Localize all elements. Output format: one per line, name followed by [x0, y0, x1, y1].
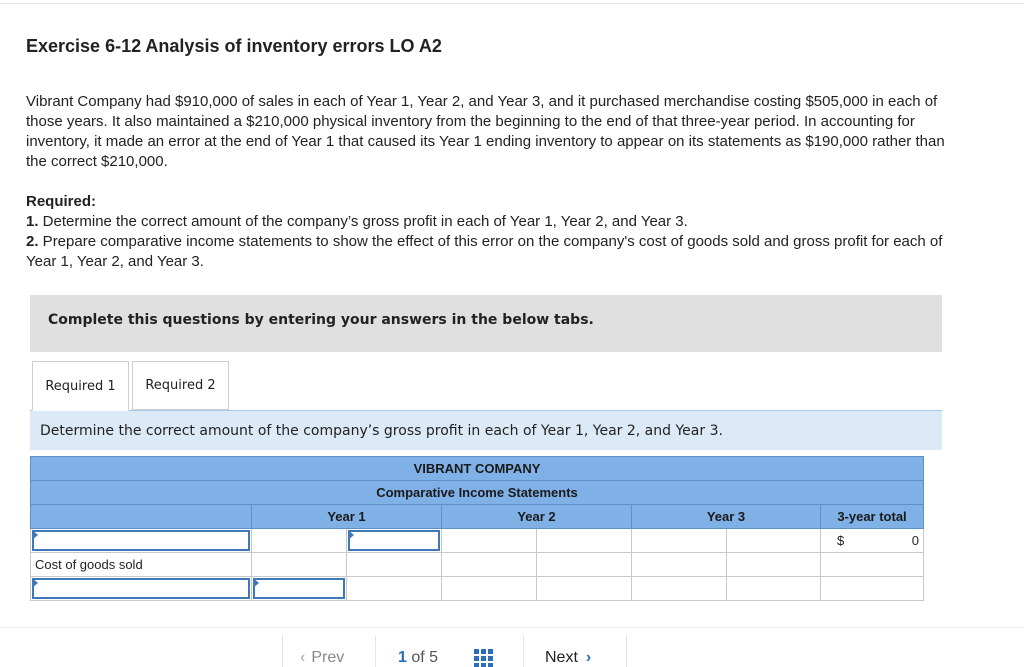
instructions-text: Complete this questions by entering your answers in the below tabs. — [48, 312, 594, 328]
row2-year2-right[interactable] — [537, 553, 632, 577]
next-label: Next — [545, 649, 578, 666]
row3-year3-right[interactable] — [727, 577, 821, 601]
chevron-left-icon: ‹ — [300, 649, 306, 666]
req1-text: Determine the correct amount of the company’s gross profit in each of Year 1, Year 2, and Year 3. — [38, 213, 688, 230]
year-2-header: Year 2 — [442, 505, 632, 529]
row2-year1-left[interactable] — [252, 553, 347, 577]
top-divider — [0, 3, 1024, 4]
table-row — [31, 577, 924, 601]
row3-year2-right[interactable] — [537, 577, 632, 601]
row2-total-cell — [821, 553, 924, 577]
nav-separator — [523, 635, 524, 667]
requirement-2 — [26, 232, 956, 272]
req2-text: Prepare comparative income statements to show the effect of this error on the company's cost of goods sold and gross profit for each of Year 1, Year 2, and Year 3. — [26, 233, 943, 270]
grid-view-icon[interactable] — [474, 649, 493, 667]
year-3-header: Year 3 — [632, 505, 821, 529]
tab-required-1[interactable]: Required 1 — [32, 361, 129, 411]
total-amount — [825, 533, 919, 548]
row1-total-cell — [821, 529, 924, 553]
requirements — [26, 192, 956, 272]
nav-separator — [375, 635, 376, 667]
row3-label-input[interactable] — [31, 577, 252, 601]
table-row — [31, 553, 924, 577]
page-total: of 5 — [411, 649, 439, 666]
row1-year2-left[interactable] — [442, 529, 537, 553]
label-column-header — [31, 505, 252, 529]
row3-year1-input[interactable] — [252, 577, 347, 601]
row1-year2-right[interactable] — [537, 529, 632, 553]
row1-year3-left[interactable] — [632, 529, 727, 553]
next-button[interactable] — [545, 649, 591, 667]
exercise-title: Exercise 6-12 Analysis of inventory errors LO A2 — [26, 36, 442, 56]
chevron-right-icon: › — [585, 649, 592, 666]
row2-year2-left[interactable] — [442, 553, 537, 577]
question-prompt: Determine the correct amount of the company’s gross profit in each of Year 1, Year 2, and Year 3. — [40, 423, 723, 439]
nav-separator — [626, 635, 627, 667]
prev-button[interactable] — [300, 649, 344, 667]
prev-label: Prev — [311, 649, 345, 666]
row1-year1-left[interactable] — [252, 529, 347, 553]
row1-label-input[interactable] — [31, 529, 252, 553]
company-name-header: VIBRANT COMPANY — [31, 457, 924, 481]
income-statement-worksheet — [30, 456, 924, 601]
total-value: 0 — [911, 533, 919, 548]
row3-year3-left[interactable] — [632, 577, 727, 601]
pagination-bar — [0, 627, 1024, 667]
tab-required-2[interactable]: Required 2 — [132, 361, 229, 410]
requirement-1 — [26, 212, 956, 232]
row2-year1-right[interactable] — [347, 553, 442, 577]
row1-year3-right[interactable] — [727, 529, 821, 553]
row2-year3-left[interactable] — [632, 553, 727, 577]
row2-year3-right[interactable] — [727, 553, 821, 577]
row1-year1-amount-input[interactable] — [347, 529, 442, 553]
currency-symbol: $ — [837, 533, 845, 548]
table-row — [31, 529, 924, 553]
required-heading: Required: — [26, 193, 97, 210]
row3-year2-left[interactable] — [442, 577, 537, 601]
exercise-description: Vibrant Company had $910,000 of sales in each of Year 1, Year 2, and Year 3, and it purchased merchandise costing $505,000 in each of those years. It also maintained a $210,000 physical inventory from the beginning to the end of that three-year period. In accounting for inventory, it made an error at the end of Year 1 that caused its Year 1 ending inventory to appear on its statements as $190,000 rather than the correct $210,000. — [26, 93, 945, 170]
cogs-label: Cost of goods sold — [31, 553, 252, 577]
instructions-banner — [30, 295, 942, 352]
req2-number: 2. — [26, 233, 39, 250]
statement-title-header: Comparative Income Statements — [31, 481, 924, 505]
year-1-header: Year 1 — [252, 505, 442, 529]
question-prompt-banner — [30, 411, 942, 450]
three-year-total-header: 3-year total — [821, 505, 924, 529]
row3-total-cell — [821, 577, 924, 601]
page-indicator — [398, 649, 438, 667]
row3-year1-right[interactable] — [347, 577, 442, 601]
current-page: 1 — [398, 649, 407, 666]
pagination-divider — [0, 627, 1024, 628]
req1-number: 1. — [26, 213, 39, 230]
nav-separator — [282, 635, 283, 667]
